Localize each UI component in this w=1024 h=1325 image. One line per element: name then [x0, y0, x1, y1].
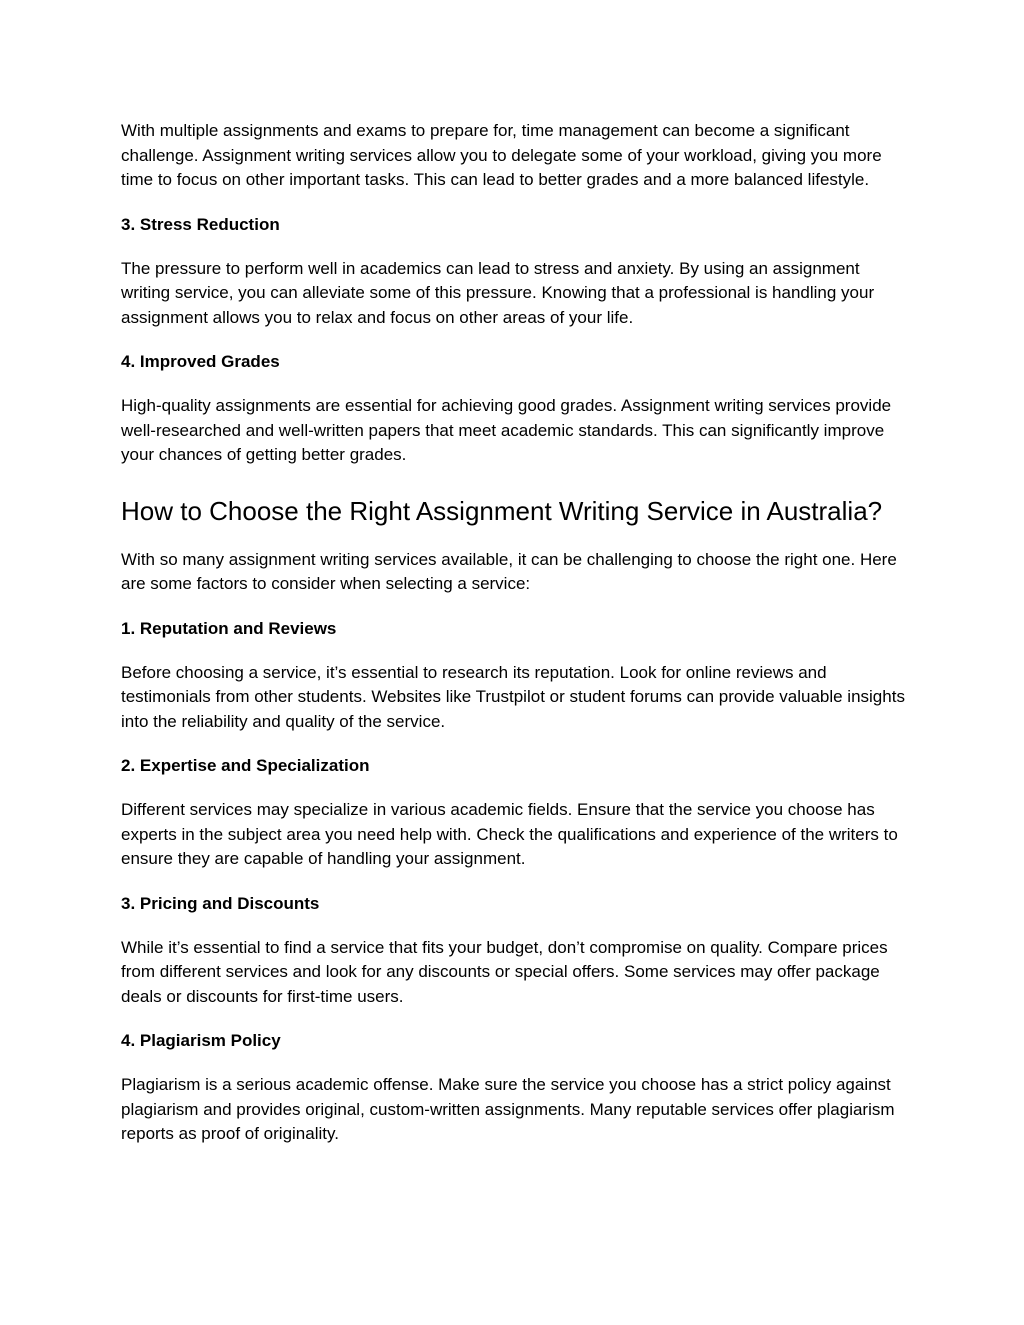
- paragraph-expertise: Different services may specialize in various academic fields. Ensure that the service you choose has experts in the subject area you need help with. Check the qualifications and experience of the writers to ensure they are capable of handling your assignment.: [121, 800, 898, 868]
- heading-pricing: 3. Pricing and Discounts: [121, 893, 320, 913]
- paragraph-plagiarism: Plagiarism is a serious academic offense. Make sure the service you choose has a strict policy against plagiarism and provides original, custom-written assignments. Many reputable services offer plagiarism reports as proof of originality.: [121, 1075, 895, 1143]
- heading-reputation: 1. Reputation and Reviews: [121, 618, 337, 638]
- paragraph-pricing: While it’s essential to find a service that fits your budget, don’t compromise on quality. Compare prices from different services and look for any discounts or special offers. Some services may offer package deals or discounts for first-time users.: [121, 937, 888, 1006]
- document-body: [121, 119, 911, 1147]
- heading-expertise: 2. Expertise and Specialization: [121, 756, 370, 775]
- heading-plagiarism: 4. Plagiarism Policy: [121, 1031, 281, 1050]
- paragraph-stress-reduction: The pressure to perform well in academics can lead to stress and anxiety. By using an assignment writing service, you can alleviate some of this pressure. Knowing that a professional is handling your assignment allows you to relax and focus on other areas of your life.: [121, 258, 875, 327]
- paragraph-reputation: Before choosing a service, it’s essential to research its reputation. Look for online reviews and testimonials from other students. Websites like Trustpilot or student forums can provide valuable insights into the reliability and quality of the service.: [121, 662, 905, 731]
- paragraph-intro: With so many assignment writing services available, it can be challenging to choose the right one. Here are some factors to consider when selecting a service:: [121, 549, 897, 593]
- section-title-choose-service: How to Choose the Right Assignment Writing Service in Australia?: [121, 495, 883, 526]
- heading-improved-grades: 4. Improved Grades: [121, 352, 280, 371]
- paragraph-improved-grades: High-quality assignments are essential for achieving good grades. Assignment writing services provide well-researched and well-written papers that meet academic standards. This can significantly improve your chances of getting better grades.: [121, 396, 892, 464]
- heading-stress-reduction: 3. Stress Reduction: [121, 214, 280, 234]
- paragraph-time-management: With multiple assignments and exams to prepare for, time management can become a significant challenge. Assignment writing services allow you to delegate some of your workload, giving you more time to focus on other important tasks. This can lead to better grades and a more balanced lifestyle.: [121, 121, 882, 189]
